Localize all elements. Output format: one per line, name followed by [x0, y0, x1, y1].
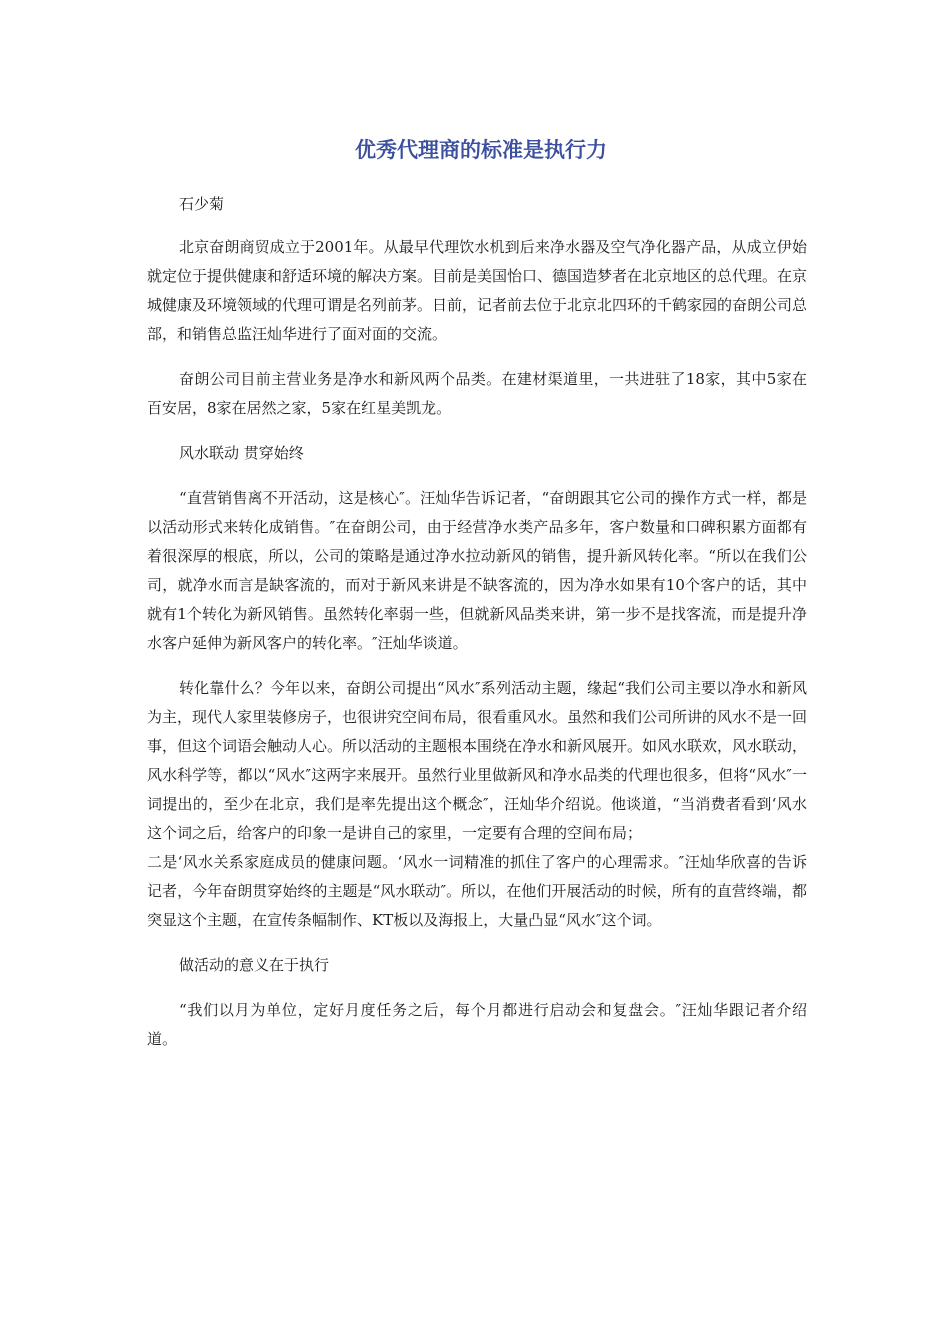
section1-paragraph-2-text: 转化靠什么？今年以来，奋朗公司提出“风水″系列活动主题，缘起“我们公司主要以净水和新风为主，现代人家里装修房子，也很讲究空间布局，很看重风水。虽然和我们公司所讲的风水不是一回事，但这个词语会触动人心。所以活动的主题根本围绕在净水和新风展开。如风水联欢，风水联动，风水科学等，都以“风水″这两字来展开。虽然行业里做新风和净水品类的代理也很多，但将“风水″一词提出的，至少在北京，我们是率先提出这个概念″，汪灿华介绍说。他谈道，“当消费者看到‘风水这个词之后，给客户的印象一是讲自己的家里，一定要有合理的空间布局； [147, 679, 808, 842]
section1-paragraph-2-continuation: 二是‘风水关系家庭成员的健康问题。‘风水一词精准的抓住了客户的心理需求。″汪灿华欣喜的告诉记者，今年奋朗贯穿始终的主题是“风水联动″。所以，在他们开展活动的时候，所有的直营终端，都突显这个主题，在宣传条幅制作、KT板以及海报上，大量凸显“风水″这个词。 [147, 853, 807, 929]
section1-paragraph-2 [147, 674, 807, 848]
section1-paragraph-1: “直营销售离不开活动，这是核心″。汪灿华告诉记者，“奋朗跟其它公司的操作方式一样，都是以活动形式来转化成销售。″在奋朗公司，由于经营净水类产品多年，客户数量和口碑积累方面都有着很深厚的根底，所以，公司的策略是通过净水拉动新风的销售，提升新风转化率。“所以在我们公司，就净水而言是缺客流的，而对于新风来讲是不缺客流的，因为净水如果有10个客户的话，其中就有1个转化为新风销售。虽然转化率弱一些，但就新风品类来讲，第一步不是找客流，而是提升净水客户延伸为新风客户的转化率。″汪灿华谈道。 [147, 489, 807, 652]
author-name: 石少菊 [179, 195, 225, 213]
document-page [147, 130, 807, 1070]
section2-paragraph-1: “我们以月为单位，定好月度任务之后，每个月都进行启动会和复盘会。″汪灿华跟记者介绍道。 [147, 1001, 807, 1048]
intro-paragraph-2: 奋朗公司目前主营业务是净水和新风两个品类。在建材渠道里，一共进驻了18家，其中5家在百安居，8家在居然之家，5家在红星美凯龙。 [147, 370, 807, 417]
section-heading-execution: 做活动的意义在于执行 [179, 956, 330, 974]
intro-paragraph-1: 北京奋朗商贸成立于2001年。从最早代理饮水机到后来净水器及空气净化器产品，从成立伊始就定位于提供健康和舒适环境的解决方案。目前是美国怡口、德国造梦者在北京地区的总代理。在京城健康及环境领域的代理可谓是名列前茅。日前，记者前去位于北京北四环的千鹤家园的奋朗公司总部，和销售总监汪灿华进行了面对面的交流。 [147, 238, 808, 343]
page-title: 优秀代理商的标准是执行力 [355, 138, 607, 162]
section-heading-fengshui: 风水联动 贯穿始终 [179, 444, 304, 462]
